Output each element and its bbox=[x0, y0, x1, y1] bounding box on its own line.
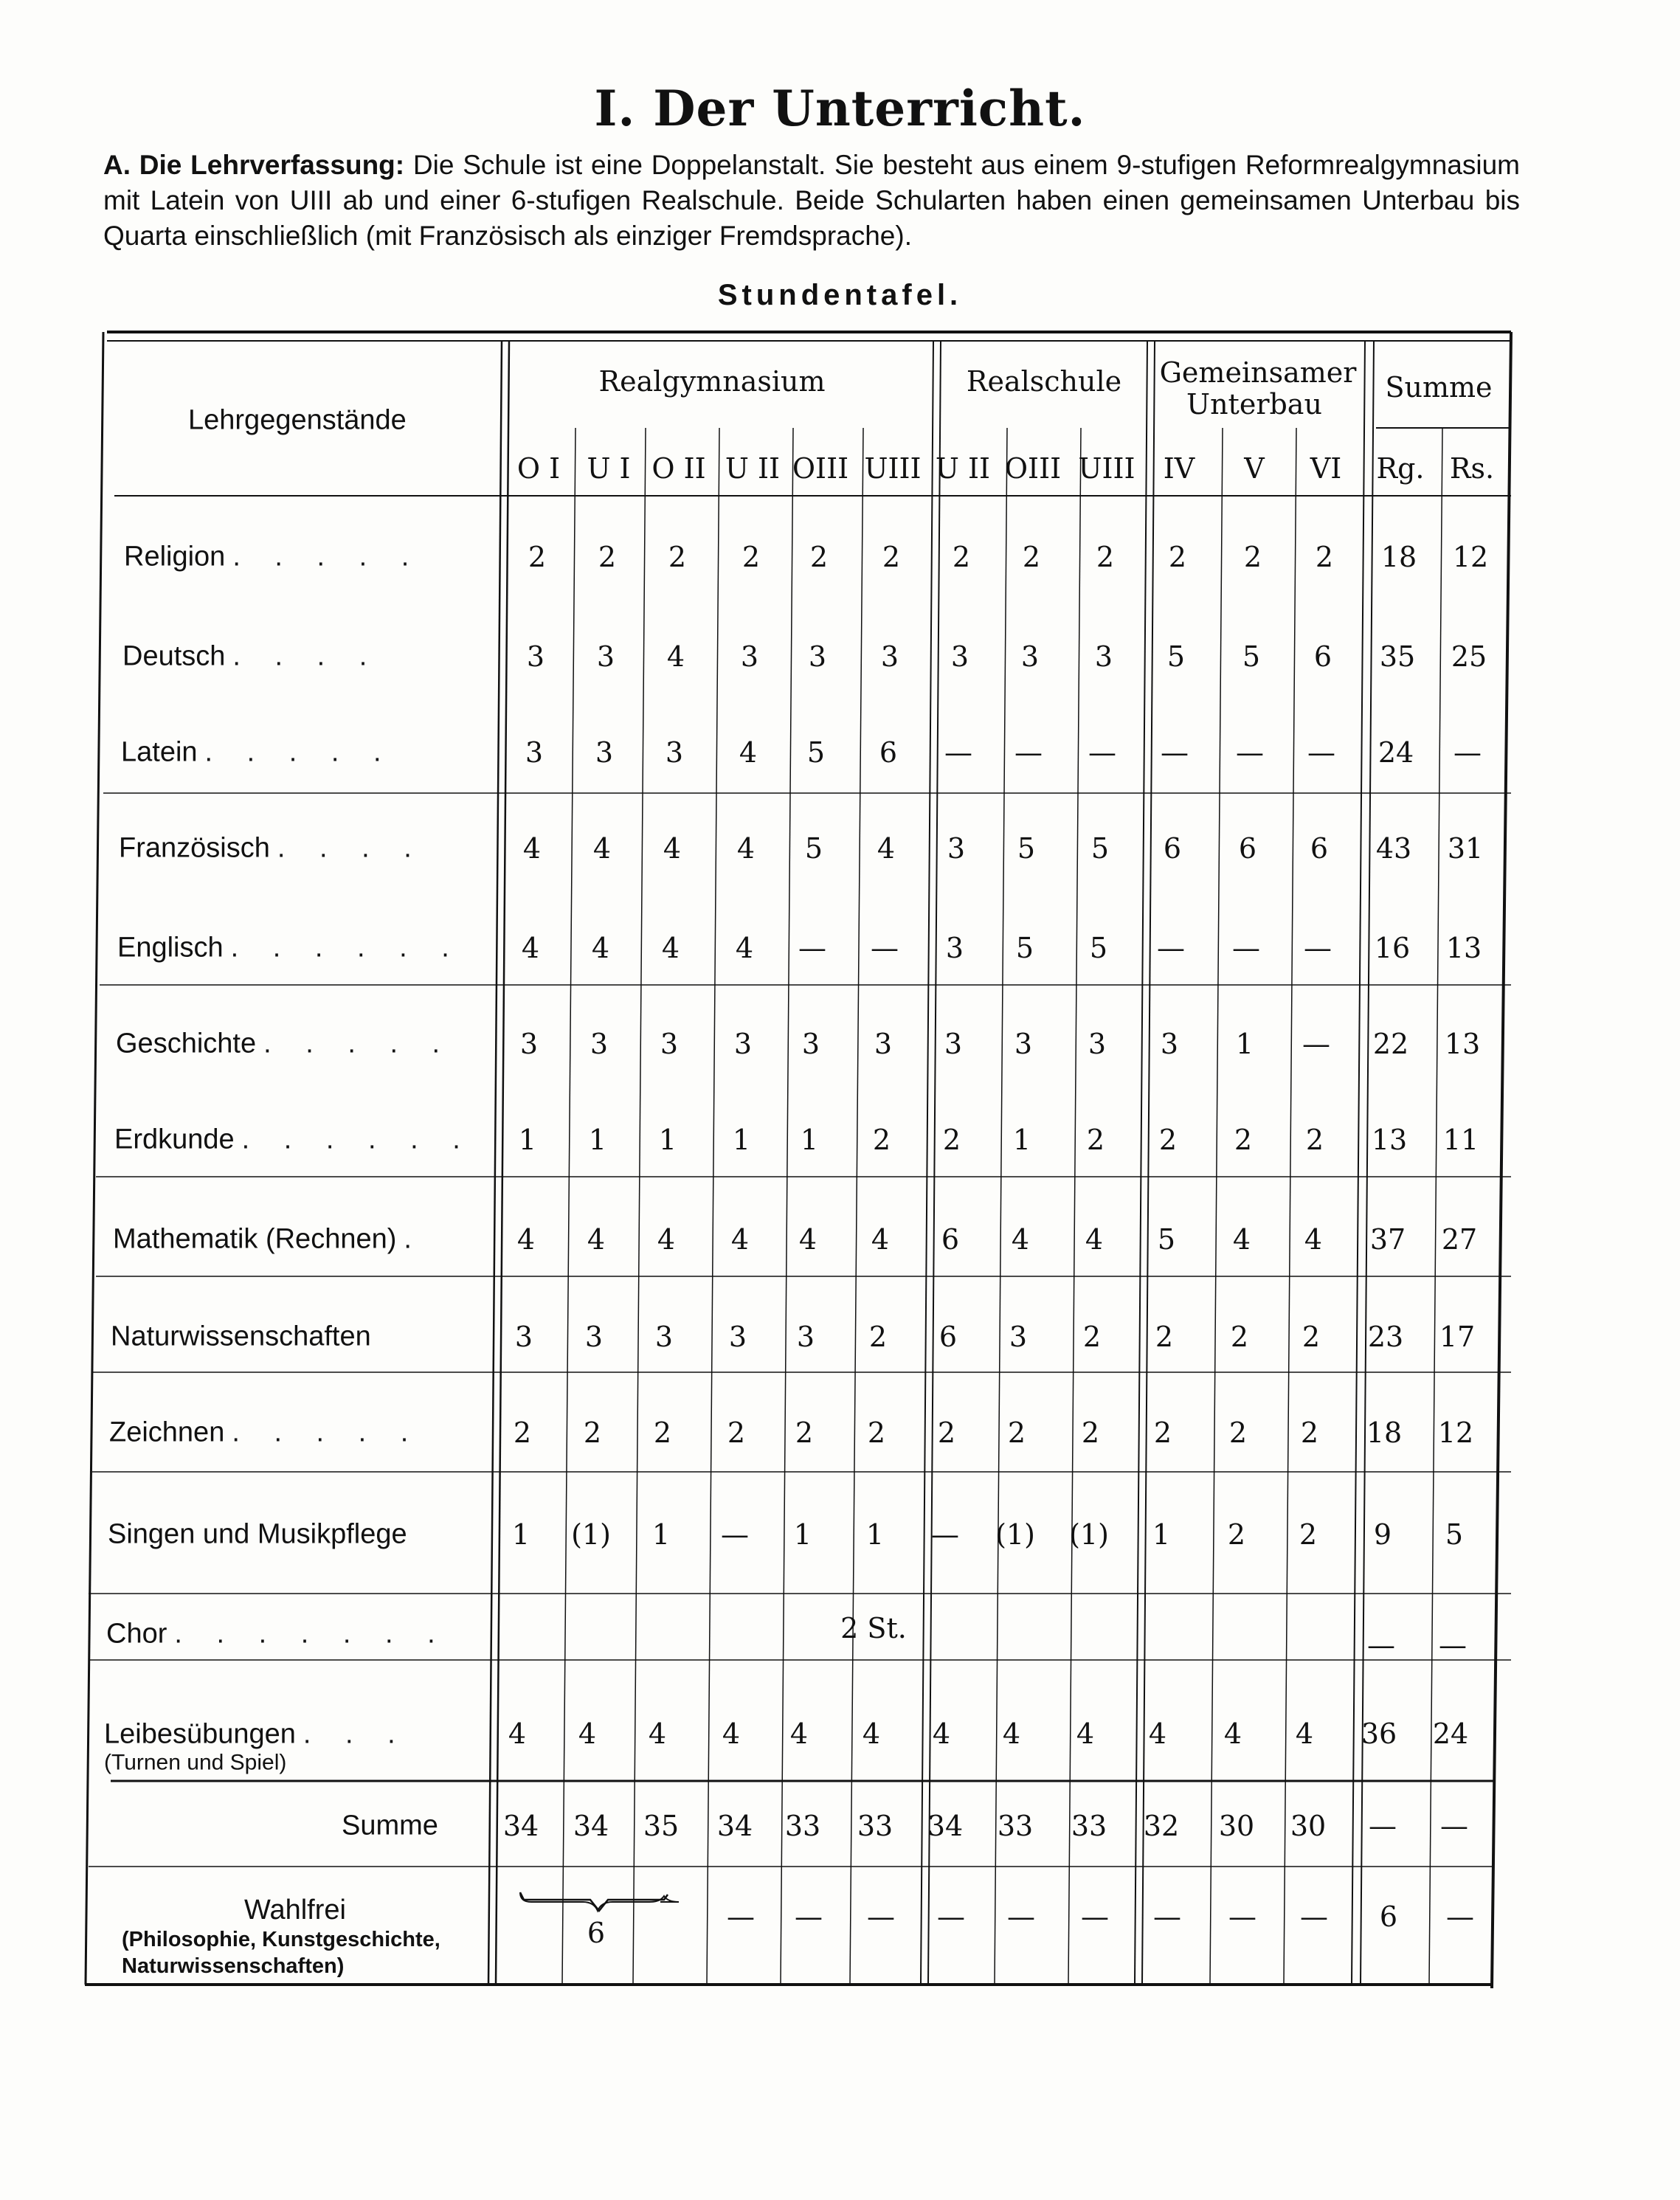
table-cell: 3 bbox=[584, 1321, 604, 1353]
table-cell: 4 bbox=[661, 932, 680, 964]
table-cell: 27 bbox=[1441, 1223, 1478, 1256]
wahlfrei-cell: — bbox=[867, 1900, 895, 1933]
row-label bbox=[114, 1124, 474, 1156]
table-cell: 2 bbox=[1230, 1321, 1249, 1353]
table-cell: 4 bbox=[789, 1718, 809, 1750]
column-header: U II bbox=[725, 452, 781, 485]
row-label bbox=[122, 641, 380, 673]
row-label-text: Französisch bbox=[119, 832, 270, 864]
column-header: OIII bbox=[792, 452, 849, 485]
table-cell: 4 bbox=[648, 1718, 667, 1750]
row-label bbox=[119, 833, 425, 865]
table-cell: 2 bbox=[1007, 1416, 1026, 1449]
table-cell: 18 bbox=[1380, 541, 1417, 573]
table-cell: — bbox=[1236, 736, 1264, 769]
table-cell: — bbox=[1302, 1028, 1330, 1060]
row-label-text: Chor bbox=[106, 1618, 167, 1650]
table-cell: 3 bbox=[595, 736, 614, 769]
table-cell: 5 bbox=[1090, 832, 1110, 865]
table-cell: 3 bbox=[525, 736, 544, 769]
table-cell: 3 bbox=[808, 640, 827, 673]
intro-text: Die Schule ist eine Doppelanstalt. Sie besteht aus einem 9-stufigen Reformrealgymnasium mit Latein von UIII ab und einer 6-stufigen Realschule. Beide Schularten haben einen gemeinsamen Unterbau bis Quarta einschließlich (mit Französisch als einziger Fremdsprache). bbox=[103, 150, 1520, 251]
table-cell: 5 bbox=[1157, 1223, 1176, 1256]
intro-lead: A. Die Lehrverfassung: bbox=[103, 150, 405, 180]
table-cell: 3 bbox=[733, 1028, 753, 1060]
column-header: UIII bbox=[1078, 452, 1135, 485]
table-cell: — bbox=[944, 736, 972, 769]
column-header: UIII bbox=[864, 452, 922, 485]
table-cell: 9 bbox=[1373, 1518, 1392, 1551]
table-cell: 2 bbox=[882, 541, 901, 573]
table-cell: 5 bbox=[1445, 1518, 1464, 1551]
table-cell: 4 bbox=[1011, 1223, 1030, 1256]
table-cell: — bbox=[1088, 736, 1116, 769]
table-cell: 2 bbox=[1227, 1518, 1246, 1551]
table-cell: 37 bbox=[1369, 1223, 1406, 1256]
row-leader-dots: . . . . . . bbox=[241, 1124, 474, 1155]
column-header: V bbox=[1244, 452, 1265, 485]
table-cell: 36 bbox=[1361, 1718, 1397, 1750]
table-cell: 13 bbox=[1371, 1124, 1408, 1156]
table-cell: 4 bbox=[663, 832, 682, 865]
table-cell: 2 bbox=[1305, 1124, 1324, 1156]
table-cell: (1) bbox=[1069, 1518, 1109, 1551]
table-cell: 2 bbox=[583, 1416, 602, 1449]
table-cell: 2 bbox=[872, 1124, 891, 1156]
table-cell: 5 bbox=[1017, 832, 1036, 865]
row-label bbox=[117, 933, 463, 964]
table-cell: 3 bbox=[947, 832, 966, 865]
wahlfrei-cell: 6 bbox=[1379, 1900, 1398, 1933]
table-cell: 4 bbox=[516, 1223, 536, 1256]
row-label-text: Deutsch bbox=[122, 640, 226, 672]
row-leader-dots: . bbox=[404, 1223, 425, 1255]
row-label bbox=[111, 1321, 371, 1353]
table-cell: 4 bbox=[862, 1718, 881, 1750]
row-leader-dots: . . . . . bbox=[232, 541, 423, 573]
table-cell: 2 bbox=[1299, 1518, 1318, 1551]
summe-cell: 34 bbox=[716, 1810, 753, 1842]
table-cell: 2 bbox=[1234, 1124, 1253, 1156]
table-cell: 1 bbox=[1152, 1518, 1171, 1551]
table-cell: 4 bbox=[521, 932, 540, 964]
wahlfrei-cell: — bbox=[1081, 1900, 1109, 1933]
table-cell: 4 bbox=[522, 832, 542, 865]
table-cell: 4 bbox=[1295, 1718, 1314, 1750]
table-cell: 2 bbox=[1081, 1416, 1100, 1449]
table-cell: — bbox=[721, 1518, 749, 1551]
row-leader-dots: . . . . bbox=[277, 832, 425, 864]
table-cell: 2 bbox=[1228, 1416, 1248, 1449]
table-cell: 5 bbox=[1242, 640, 1261, 673]
table-cell: 2 bbox=[1082, 1321, 1102, 1353]
table-cell: 4 bbox=[730, 1223, 750, 1256]
summe-label: Summe bbox=[342, 1810, 438, 1841]
table-cell: 2 bbox=[868, 1321, 888, 1353]
table-cell: 22 bbox=[1372, 1028, 1409, 1060]
table-cell: — bbox=[1161, 736, 1189, 769]
wahlfrei-sub-1: (Philosophie, Kunstgeschichte, bbox=[122, 1928, 440, 1951]
table-cell: 24 bbox=[1432, 1718, 1469, 1750]
table-cell: 11 bbox=[1442, 1124, 1479, 1156]
table-cell: 2 bbox=[1022, 541, 1041, 573]
table-cell: 2 bbox=[1158, 1124, 1178, 1156]
summe-cell: 30 bbox=[1218, 1810, 1255, 1842]
row-label-text: Geschichte bbox=[116, 1028, 257, 1059]
table-cell: 2 bbox=[727, 1416, 746, 1449]
summe-cell: 32 bbox=[1143, 1810, 1180, 1842]
row-label-text: Latein bbox=[121, 736, 198, 768]
table-cell: — bbox=[1439, 1629, 1467, 1661]
table-cell: 3 bbox=[519, 1028, 539, 1060]
column-header: O II bbox=[651, 452, 706, 485]
table-cell: 4 bbox=[1076, 1718, 1095, 1750]
table-cell: 1 bbox=[518, 1124, 537, 1156]
table-cell: — bbox=[1232, 932, 1260, 964]
row-leader-dots: . . . . . . bbox=[230, 932, 463, 964]
summe-cell: 35 bbox=[643, 1810, 680, 1842]
row-label bbox=[113, 1224, 425, 1256]
wahlfrei-label bbox=[122, 1895, 469, 1979]
table-cell: 1 bbox=[865, 1518, 885, 1551]
table-cell: 4 bbox=[877, 832, 896, 865]
table-cell: 2 bbox=[867, 1416, 886, 1449]
wahlfrei-sub-2: Naturwissenschaften) bbox=[122, 1954, 345, 1978]
table-cell: 5 bbox=[1166, 640, 1186, 673]
table-cell: 3 bbox=[1009, 1321, 1028, 1353]
table-cell: 3 bbox=[526, 640, 545, 673]
table-cell: — bbox=[1304, 932, 1332, 964]
column-header: U I bbox=[587, 452, 631, 485]
wahlfrei-cell: — bbox=[1446, 1900, 1474, 1933]
table-cell: 3 bbox=[801, 1028, 820, 1060]
table-cell: 4 bbox=[798, 1223, 817, 1256]
table-cell: 3 bbox=[665, 736, 684, 769]
row-label-text: Singen und Musikpflege bbox=[108, 1518, 407, 1550]
table-cell: 3 bbox=[596, 640, 615, 673]
table-cell: 2 bbox=[653, 1416, 672, 1449]
table-cell: 3 bbox=[950, 640, 969, 673]
row-leader-dots: . . . . . . . bbox=[174, 1618, 449, 1650]
row-leader-dots: . . . . . bbox=[204, 736, 395, 768]
table-cell: — bbox=[798, 932, 826, 964]
wahlfrei-cell: — bbox=[1153, 1900, 1181, 1933]
row-label-text: Religion bbox=[124, 541, 226, 573]
table-cell: 18 bbox=[1366, 1416, 1403, 1449]
table-cell: 4 bbox=[1223, 1718, 1242, 1750]
table-cell: 3 bbox=[1160, 1028, 1179, 1060]
row-leader-dots: . . . bbox=[303, 1718, 409, 1750]
table-cell: 4 bbox=[508, 1718, 527, 1750]
summe-cell: 34 bbox=[927, 1810, 964, 1842]
table-cell: 3 bbox=[944, 1028, 963, 1060]
group-realschule: Realschule bbox=[966, 365, 1122, 398]
table-cell: 5 bbox=[1015, 932, 1034, 964]
group-summe: Summe bbox=[1385, 371, 1493, 404]
column-header: OIII bbox=[1004, 452, 1062, 485]
wahlfrei-title: Wahlfrei bbox=[244, 1895, 346, 1926]
table-cell: — bbox=[1157, 932, 1185, 964]
table-cell: 4 bbox=[591, 932, 610, 964]
row-sublabel: (Turnen und Spiel) bbox=[104, 1750, 287, 1775]
table-cell: 43 bbox=[1375, 832, 1412, 865]
table-cell: 4 bbox=[666, 640, 685, 673]
table-cell: 2 bbox=[528, 541, 547, 573]
table-cell: 4 bbox=[1232, 1223, 1251, 1256]
table-cell: 1 bbox=[732, 1124, 751, 1156]
table-cell: 1 bbox=[1012, 1124, 1031, 1156]
table-cell: 4 bbox=[592, 832, 612, 865]
table-cell: 3 bbox=[660, 1028, 679, 1060]
table-cell: 6 bbox=[941, 1223, 960, 1256]
table-cell: — bbox=[871, 932, 899, 964]
table-cell: — bbox=[1367, 1629, 1395, 1661]
summe-cell: — bbox=[1440, 1810, 1468, 1842]
column-header: VI bbox=[1310, 452, 1342, 485]
table-cell: 24 bbox=[1377, 736, 1414, 769]
table-cell: 1 bbox=[511, 1518, 530, 1551]
table-cell: 4 bbox=[932, 1718, 951, 1750]
table-cell: (1) bbox=[995, 1518, 1035, 1551]
group-unterbau-line2: Unterbau bbox=[1186, 388, 1322, 421]
table-cell: 3 bbox=[874, 1028, 893, 1060]
wahlfrei-cell: — bbox=[1228, 1900, 1256, 1933]
table-cell: 23 bbox=[1367, 1321, 1404, 1353]
table-cell: 6 bbox=[1238, 832, 1257, 865]
table-cell: 4 bbox=[735, 932, 754, 964]
wahlfrei-cell: — bbox=[937, 1900, 965, 1933]
row-label bbox=[104, 1719, 409, 1776]
summe-cell: 33 bbox=[1071, 1810, 1107, 1842]
table-cell: 6 bbox=[879, 736, 898, 769]
row-label-text: Zeichnen bbox=[109, 1416, 225, 1448]
column-header: IV bbox=[1163, 452, 1195, 485]
table-cell: 2 bbox=[1300, 1416, 1319, 1449]
table-cell: 13 bbox=[1445, 932, 1482, 964]
row-label-text: Leibesübungen bbox=[104, 1718, 296, 1750]
table-cell: — bbox=[931, 1518, 959, 1551]
table-cell: 1 bbox=[651, 1518, 671, 1551]
table-cell: — bbox=[1014, 736, 1043, 769]
table-cell: 2 bbox=[952, 541, 971, 573]
wahlfrei-brace-value: 6 bbox=[587, 1917, 606, 1949]
summe-cell: 34 bbox=[502, 1810, 539, 1842]
column-header: O I bbox=[516, 452, 561, 485]
table-cell: (1) bbox=[571, 1518, 611, 1551]
table-cell: 4 bbox=[722, 1718, 741, 1750]
table-cell: 3 bbox=[728, 1321, 747, 1353]
table-cell: 17 bbox=[1439, 1321, 1476, 1353]
table-cell: 4 bbox=[736, 832, 756, 865]
table-cell: 6 bbox=[1313, 640, 1332, 673]
table-cell: 1 bbox=[588, 1124, 607, 1156]
wahlfrei-cell: — bbox=[1300, 1900, 1328, 1933]
table-cell: 13 bbox=[1444, 1028, 1481, 1060]
summe-cell: 30 bbox=[1290, 1810, 1327, 1842]
table-cell: 3 bbox=[945, 932, 964, 964]
table-cell: 25 bbox=[1451, 640, 1487, 673]
table-cell: 31 bbox=[1447, 832, 1484, 865]
row-label bbox=[124, 542, 422, 573]
table-cell: 2 bbox=[1155, 1321, 1174, 1353]
row-label-text: Naturwissenschaften bbox=[111, 1321, 371, 1352]
table-cell: 2 bbox=[598, 541, 617, 573]
table-cell: 4 bbox=[1085, 1223, 1104, 1256]
table-cell: 4 bbox=[1304, 1223, 1323, 1256]
table-cell: 6 bbox=[938, 1321, 958, 1353]
table-cell: 3 bbox=[514, 1321, 533, 1353]
chor-span-value: 2 St. bbox=[840, 1612, 907, 1644]
table-cell: 2 bbox=[1302, 1321, 1321, 1353]
table-cell: 16 bbox=[1374, 932, 1411, 964]
table-cell: 4 bbox=[587, 1223, 606, 1256]
table-cell: 35 bbox=[1379, 640, 1416, 673]
summe-cell: 33 bbox=[997, 1810, 1034, 1842]
table-cell: 6 bbox=[1163, 832, 1182, 865]
row-label bbox=[108, 1519, 407, 1551]
summe-cell: — bbox=[1369, 1810, 1397, 1842]
column-header: Rs. bbox=[1449, 452, 1495, 485]
table-cell: 3 bbox=[1020, 640, 1040, 673]
table-cell: 3 bbox=[880, 640, 899, 673]
table-title: Stundentafel. bbox=[717, 279, 963, 311]
column-header: U II bbox=[935, 452, 991, 485]
table-cell: — bbox=[1307, 736, 1335, 769]
table-cell: 2 bbox=[1153, 1416, 1172, 1449]
group-realgymnasium: Realgymnasium bbox=[598, 365, 826, 398]
group-unterbau-line1: Gemeinsamer bbox=[1159, 356, 1357, 389]
table-cell: 3 bbox=[590, 1028, 609, 1060]
table-cell: 4 bbox=[871, 1223, 890, 1256]
row-label-text: Mathematik (Rechnen) bbox=[113, 1223, 397, 1255]
table-cell: 6 bbox=[1310, 832, 1329, 865]
table-cell: 2 bbox=[1096, 541, 1115, 573]
row-leader-dots: . . . . bbox=[232, 640, 381, 672]
table-cell: 1 bbox=[793, 1518, 812, 1551]
table-cell: 4 bbox=[1002, 1718, 1021, 1750]
table-cell: 4 bbox=[657, 1223, 676, 1256]
subject-header: Lehrgegenstände bbox=[188, 404, 407, 436]
table-cell: 2 bbox=[1086, 1124, 1105, 1156]
table-cell: 5 bbox=[804, 832, 823, 865]
table-cell: 2 bbox=[668, 541, 687, 573]
table-cell: 3 bbox=[1094, 640, 1113, 673]
table-cell: 2 bbox=[513, 1416, 532, 1449]
table-cell: 2 bbox=[1243, 541, 1262, 573]
table-cell: 2 bbox=[937, 1416, 956, 1449]
row-label-text: Englisch bbox=[117, 932, 224, 964]
table-cell: 1 bbox=[658, 1124, 677, 1156]
table-cell: — bbox=[1453, 736, 1482, 769]
row-label bbox=[121, 737, 395, 769]
row-leader-dots: . . . . . bbox=[263, 1028, 454, 1059]
table-cell: 4 bbox=[1148, 1718, 1167, 1750]
page-title: I. Der Unterricht. bbox=[594, 80, 1086, 137]
table-cell: 2 bbox=[1168, 541, 1187, 573]
row-label bbox=[109, 1417, 421, 1449]
table-cell: 2 bbox=[742, 541, 761, 573]
table-cell: 12 bbox=[1437, 1416, 1474, 1449]
table-cell: 3 bbox=[1088, 1028, 1107, 1060]
row-label bbox=[106, 1619, 449, 1650]
table-cell: 3 bbox=[740, 640, 759, 673]
column-header: Rg. bbox=[1376, 452, 1425, 485]
table-cell: 2 bbox=[1315, 541, 1334, 573]
table-cell: 1 bbox=[1235, 1028, 1254, 1060]
wahlfrei-cell: — bbox=[727, 1900, 755, 1933]
table-cell: 5 bbox=[806, 736, 826, 769]
summe-cell: 34 bbox=[573, 1810, 609, 1842]
row-label-text: Erdkunde bbox=[114, 1124, 235, 1155]
summe-cell: 33 bbox=[784, 1810, 821, 1842]
table-cell: 2 bbox=[809, 541, 829, 573]
row-leader-dots: . . . . . bbox=[232, 1416, 422, 1448]
table-cell: 2 bbox=[795, 1416, 814, 1449]
row-label bbox=[116, 1028, 453, 1060]
table-cell: 1 bbox=[800, 1124, 819, 1156]
table-cell: 4 bbox=[578, 1718, 597, 1750]
wahlfrei-cell: — bbox=[795, 1900, 823, 1933]
table-cell: 3 bbox=[796, 1321, 815, 1353]
table-cell: 2 bbox=[942, 1124, 961, 1156]
table-cell: 3 bbox=[1014, 1028, 1033, 1060]
table-cell: 3 bbox=[654, 1321, 674, 1353]
table-cell: 4 bbox=[739, 736, 758, 769]
table-cell: 12 bbox=[1452, 541, 1489, 573]
wahlfrei-cell: — bbox=[1007, 1900, 1035, 1933]
summe-cell: 33 bbox=[857, 1810, 893, 1842]
table-cell: 5 bbox=[1089, 932, 1108, 964]
